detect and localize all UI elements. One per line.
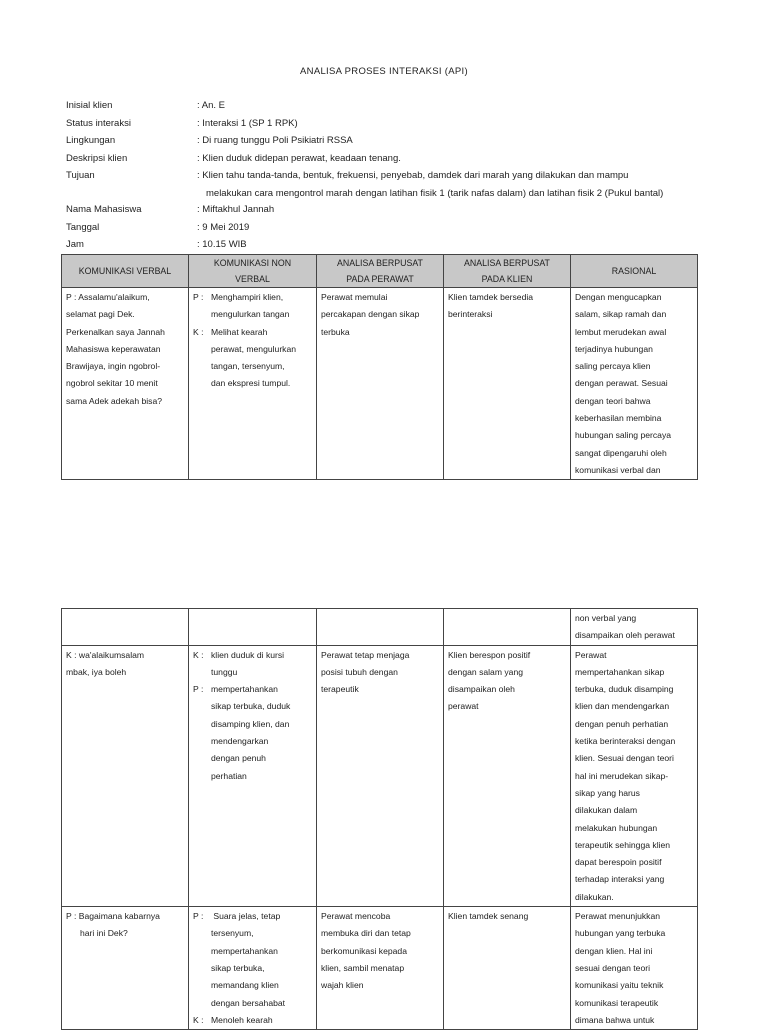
nonverbal-line: sikap terbuka, duduk	[211, 701, 291, 712]
cell-nonverbal	[189, 609, 317, 646]
header-nonverbal	[189, 255, 317, 288]
rasional-line: dengan klien. Hal ini	[575, 945, 653, 956]
verbal-line: mbak, iya boleh	[66, 666, 127, 677]
info-label: Jam	[66, 239, 84, 250]
rasional-line: komunikasi verbal dan	[575, 464, 661, 475]
nonverbal-text	[211, 324, 312, 393]
perawat-line: membuka diri dan tetap	[321, 928, 411, 939]
cell-verbal	[62, 907, 189, 1030]
perawat-line: terbuka	[321, 326, 350, 337]
nonverbal-line: mempertahankan	[211, 684, 278, 695]
info-value: : Di ruang tunggu Poli Psikiatri RSSA	[197, 135, 353, 146]
info-value: : Miftakhul Jannah	[197, 204, 275, 215]
table-row	[62, 288, 698, 480]
nonverbal-text	[211, 289, 312, 324]
verbal-line: hari ini Dek?	[80, 928, 128, 939]
nonverbal-line: memandang klien	[211, 980, 279, 991]
info-label: Status interaksi	[66, 117, 131, 129]
rasional-line: dilakukan dalam	[575, 805, 638, 816]
klien-line: Klien berespon positif	[448, 649, 531, 660]
table-header-row	[62, 255, 698, 288]
cell-verbal	[62, 609, 189, 646]
verbal-line: K : wa'alaikumsalam	[66, 649, 145, 660]
nonverbal-line: tangan, tersenyum,	[211, 361, 285, 372]
perawat-line: berkomunikasi kepada	[321, 945, 407, 956]
klien-line: Klien tamdek senang	[448, 911, 529, 922]
verbal-line: Perkenalkan saya Jannah	[66, 326, 165, 337]
nonverbal-item	[193, 1012, 312, 1029]
cell-rasional	[571, 609, 698, 646]
rasional-line: terjadinya hubungan	[575, 343, 653, 354]
cell-nonverbal	[189, 288, 317, 480]
nonverbal-line: mempertahankan	[211, 945, 278, 956]
rasional-line: melakukan hubungan	[575, 822, 658, 833]
rasional-line: hubungan saling percaya	[575, 430, 672, 441]
nonverbal-line: perawat, mengulurkan	[211, 343, 297, 354]
nonverbal-item	[193, 289, 312, 324]
info-label: Tanggal	[66, 221, 100, 233]
verbal-line: P : Bagaimana kabarnya	[66, 911, 160, 922]
verbal-line: Brawijaya, ingin ngobrol-	[66, 361, 161, 372]
rasional-line: dimana bahwa untuk	[575, 1014, 655, 1025]
header-verbal-text: KOMUNIKASI VERBAL	[78, 266, 172, 276]
verbal-line: P : Assalamu'alaikum,	[66, 292, 150, 302]
perawat-line: klien, sambil menatap	[321, 962, 405, 973]
rasional-line: klien dan mendengarkan	[575, 701, 670, 712]
cell-klien	[444, 288, 571, 480]
speaker-tag: P :	[193, 684, 204, 695]
nonverbal-item	[193, 324, 312, 393]
cell-nonverbal	[189, 645, 317, 906]
klien-line: Klien tamdek bersedia	[448, 292, 534, 302]
nonverbal-line: tersenyum,	[211, 928, 254, 939]
cell-perawat	[317, 907, 444, 1030]
klien-line: dengan salam yang	[448, 666, 524, 677]
cell-klien	[444, 907, 571, 1030]
header-text: PADA KLIEN	[481, 274, 533, 284]
header-text: ANALISA BERPUSAT	[337, 258, 423, 268]
cell-rasional	[571, 907, 698, 1030]
speaker-tag: K :	[193, 649, 204, 660]
rasional-line: terapeutik sehingga klien	[575, 839, 671, 850]
nonverbal-line: mengulurkan tangan	[211, 309, 290, 320]
rasional-line: komunikasi yaitu teknik	[575, 980, 664, 991]
nonverbal-line: tunggu	[211, 666, 238, 677]
nonverbal-line: dengan bersahabat	[211, 997, 286, 1008]
table-row	[62, 645, 698, 906]
rasional-line: Dengan mengucapkan	[575, 292, 662, 302]
klien-line: perawat	[448, 701, 479, 712]
rasional-line: klien. Sesuai dengan teori	[575, 753, 674, 764]
perawat-line: Perawat tetap menjaga	[321, 649, 410, 660]
nonverbal-text	[211, 908, 312, 1012]
speaker-tag: P :	[193, 292, 204, 302]
klien-line: berinteraksi	[448, 309, 493, 320]
rasional-line: keberhasilan membina	[575, 413, 662, 424]
nonverbal-text	[211, 681, 312, 785]
nonverbal-line: dengan penuh	[211, 753, 266, 764]
nonverbal-text	[211, 1012, 312, 1029]
header-rasional	[571, 255, 698, 288]
rasional-line: terbuka, duduk disamping	[575, 684, 674, 695]
info-value: : Klien duduk didepan perawat, keadaan tenang.	[197, 152, 401, 164]
goal-line-2: melakukan cara mengontrol marah dengan latihan fisik 1 (tarik nafas dalam) dan latihan fisik 2 (Pukul bantal)	[206, 187, 664, 199]
rasional-line: komunikasi terapeutik	[575, 997, 659, 1008]
nonverbal-line: dan ekspresi tumpul.	[211, 378, 291, 389]
rasional-line: salam, sikap ramah dan	[575, 309, 667, 320]
header-perawat	[317, 255, 444, 288]
rasional-line: mempertahankan sikap	[575, 666, 665, 677]
rasional-line: non verbal yang	[575, 613, 637, 623]
perawat-line: posisi tubuh dengan	[321, 666, 398, 677]
perawat-line: percakapan dengan sikap	[321, 309, 420, 320]
info-value	[197, 167, 663, 202]
perawat-line: wajah klien	[321, 980, 364, 991]
cell-rasional	[571, 645, 698, 906]
header-klien	[444, 255, 571, 288]
nonverbal-item	[193, 908, 312, 1012]
header-text: KOMUNIKASI NON	[213, 258, 292, 268]
header-rasional-text: RASIONAL	[611, 266, 657, 276]
nonverbal-line: sikap terbuka,	[211, 962, 265, 973]
cell-klien	[444, 609, 571, 646]
rasional-line: ketika berinteraksi dengan	[575, 736, 676, 747]
goal-line-1: : Klien tahu tanda-tanda, bentuk, frekuensi, penyebab, damdek dari marah yang dilakukan dan mampu	[197, 170, 629, 181]
rasional-line: disampaikan oleh perawat	[575, 630, 675, 641]
rasional-line: Perawat menunjukkan	[575, 911, 661, 922]
cell-klien	[444, 645, 571, 906]
nonverbal-line: klien duduk di kursi	[211, 649, 285, 660]
header-text: PADA PERAWAT	[346, 274, 414, 284]
speaker-tag: P :	[193, 911, 204, 922]
nonverbal-item	[193, 681, 312, 785]
klien-line: disampaikan oleh	[448, 684, 515, 695]
info-label: Nama Mahasiswa	[66, 204, 142, 215]
info-value: : 9 Mei 2019	[197, 221, 250, 233]
speaker-tag: K :	[193, 326, 204, 337]
rasional-line: Perawat	[575, 649, 607, 660]
cell-perawat	[317, 609, 444, 646]
nonverbal-line: Menoleh kearah	[211, 1014, 273, 1025]
info-value: : 10.15 WIB	[197, 239, 247, 250]
cell-perawat	[317, 288, 444, 480]
nonverbal-line: perhatian	[211, 770, 247, 781]
info-value: : Interaksi 1 (SP 1 RPK)	[197, 117, 298, 129]
info-value: : An. E	[197, 100, 225, 111]
verbal-line: ngobrol sekitar 10 menit	[66, 378, 158, 389]
cell-rasional	[571, 288, 698, 480]
perawat-line: Perawat memulai	[321, 292, 388, 302]
info-label: Deskripsi klien	[66, 152, 128, 164]
rasional-line: sesuai dengan teori	[575, 962, 651, 973]
header-text: VERBAL	[235, 274, 270, 284]
rasional-line: lembut merudekan awal	[575, 326, 667, 337]
rasional-line: hubungan yang terbuka	[575, 928, 666, 939]
rasional-line: sangat dipengaruhi oleh	[575, 447, 667, 458]
rasional-line: dengan penuh perhatian	[575, 718, 669, 729]
rasional-line: hal ini merudekan sikap-	[575, 770, 669, 781]
perawat-line: Perawat mencoba	[321, 911, 391, 922]
info-label: Inisial klien	[66, 100, 113, 111]
rasional-line: saling percaya klien	[575, 361, 651, 372]
info-label: Tujuan	[66, 170, 95, 181]
interaction-table-page-2	[61, 608, 698, 1030]
cell-nonverbal	[189, 907, 317, 1030]
verbal-line: sama Adek adekah bisa?	[66, 395, 163, 406]
table-row	[62, 907, 698, 1030]
rasional-line: dengan perawat. Sesuai	[575, 378, 668, 389]
nonverbal-line: Melihat kearah	[211, 326, 268, 337]
nonverbal-line: disamping klien, dan	[211, 718, 290, 729]
nonverbal-item	[193, 647, 312, 682]
nonverbal-line: Suara jelas, tetap	[211, 911, 281, 922]
nonverbal-line: Menghampiri klien,	[211, 292, 284, 302]
rasional-line: dengan teori bahwa	[575, 395, 651, 406]
document-title: ANALISA PROSES INTERAKSI (API)	[300, 66, 468, 77]
speaker-tag: K :	[193, 1014, 204, 1025]
verbal-line: Mahasiswa keperawatan	[66, 343, 161, 354]
rasional-line: terhadap interaksi yang	[575, 874, 665, 885]
nonverbal-text	[211, 647, 312, 682]
rasional-line: sikap yang harus	[575, 787, 640, 798]
cell-verbal	[62, 288, 189, 480]
table-row	[62, 609, 698, 646]
rasional-line: dapat berespoin positif	[575, 857, 662, 868]
header-verbal	[62, 255, 189, 288]
interaction-table-page-1	[61, 254, 698, 480]
cell-perawat	[317, 645, 444, 906]
info-label: Lingkungan	[66, 135, 116, 146]
rasional-line: dilakukan.	[575, 891, 614, 902]
verbal-line: selamat pagi Dek.	[66, 309, 135, 320]
perawat-line: terapeutik	[321, 684, 359, 695]
cell-verbal	[62, 645, 189, 906]
nonverbal-line: mendengarkan	[211, 736, 269, 747]
header-text: ANALISA BERPUSAT	[464, 258, 550, 268]
